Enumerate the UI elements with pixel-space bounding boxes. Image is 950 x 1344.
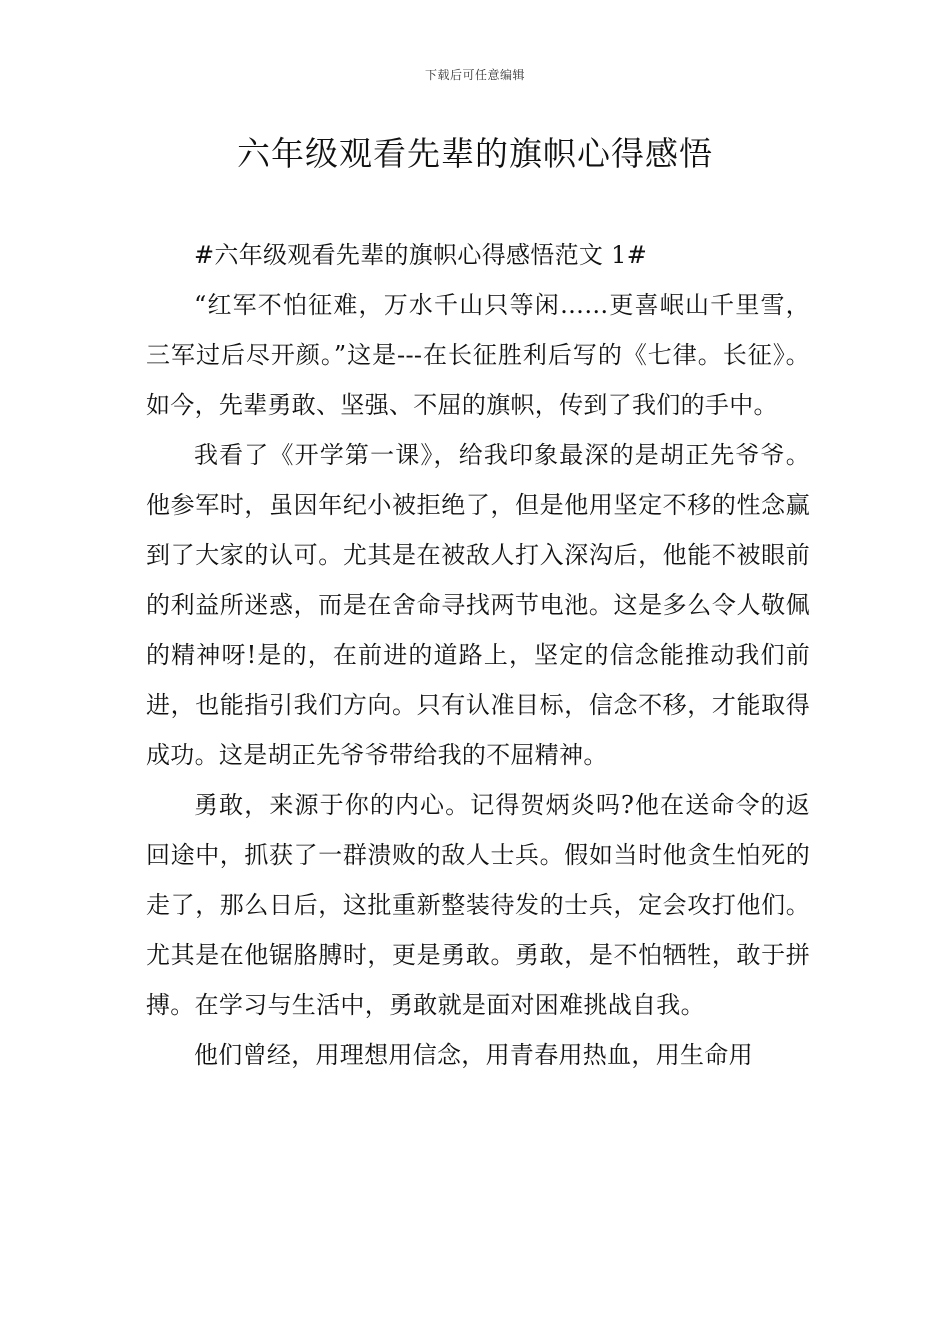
essay-subheading: #六年级观看先辈的旗帜心得感悟范文 1# [194,241,648,269]
header-note: 下载后可任意编辑 [424,68,525,82]
paragraph-3: 勇敢，来源于你的内心。记得贺炳炎吗?他在送命令的返回途中，抓获了一群溃败的敌人士兵。假如当时他贪生怕死的走了，那么日后，这批重新整装待发的士兵，定会攻打他们。尤其是在他锯胳膊时，更是勇敢。勇敢，是不怕牺牲，敢于拼搏。在学习与生活中，勇敢就是面对困难挑战自我。 [146,791,810,1019]
paragraph-1: “红军不怕征难，万水千山只等闲……更喜岷山千里雪，三军过后尽开颜。”这是---在长征胜利后写的《七律。长征》。如今，先辈勇敢、坚强、不屈的旗帜，传到了我们的手中。 [146,291,810,419]
paragraph-2: 我看了《开学第一课》，给我印象最深的是胡正先爷爷。他参军时，虽因年纪小被拒绝了，但是他用坚定不移的性念赢到了大家的认可。尤其是在被敌人打入深沟后，他能不被眼前的利益所迷惑，而是在舍命寻找两节电池。这是多么令人敬佩的精神呀!是的，在前进的道路上，坚定的信念能推动我们前进，也能指引我们方向。只有认准目标，信念不移，才能取得成功。这是胡正先爷爷带给我的不屈精神。 [146,441,810,769]
document-title: 六年级观看先辈的旗帜心得感悟 [237,134,713,173]
document-body [146,230,810,1080]
paragraph-4: 他们曾经，用理想用信念，用青春用热血，用生命用 [194,1041,753,1069]
